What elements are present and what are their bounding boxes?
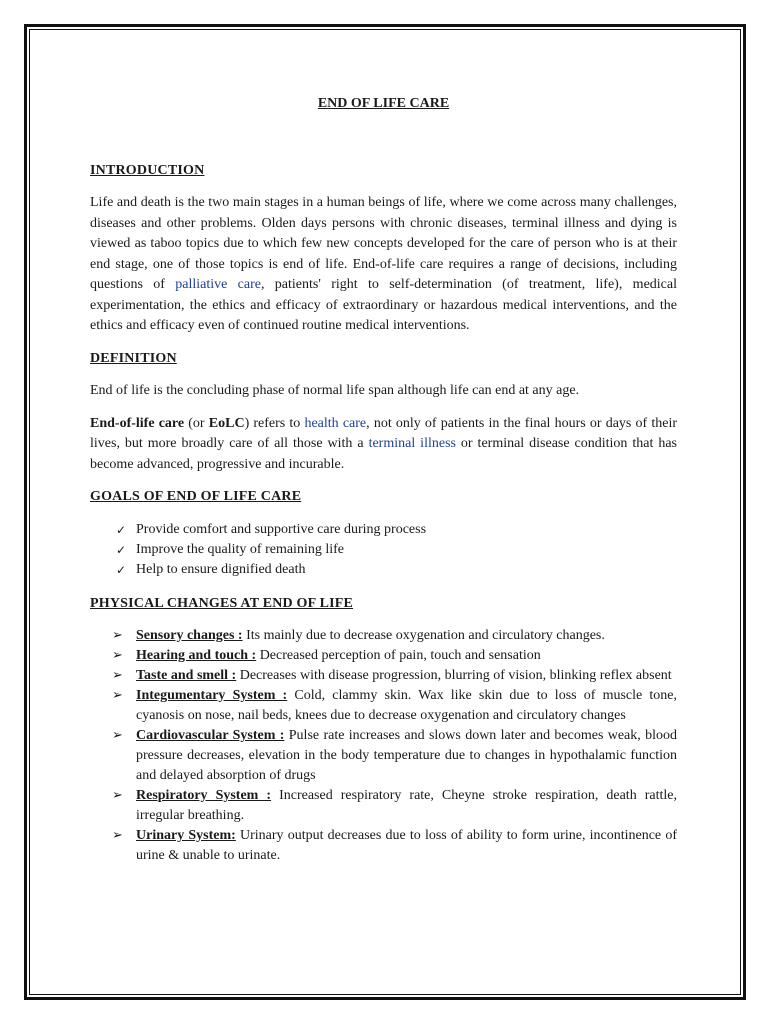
list-item <box>112 726 677 786</box>
introduction-heading: INTRODUCTION <box>90 162 205 178</box>
definition-paragraph-2 <box>90 414 677 476</box>
change-text: Decreased perception of pain, touch and sensation <box>256 648 541 663</box>
document-body <box>90 94 677 866</box>
list-item <box>112 646 677 666</box>
change-text: Decreases with disease progression, blurring of vision, blinking reflex absent <box>236 668 672 683</box>
checkmark-icon: ✓ <box>116 562 127 577</box>
change-text: Pulse rate increases and slows down later and becomes weak, blood pressure decreases, elevation in the body temperature due to changes in hypothalamic function and delayed absorption of drugs <box>136 728 677 783</box>
introduction-text-2: , patients' right to self-determination (of treatment, life), medical experimentation, the ethics and efficacy of extraordinary or hazardous medical interventions, and the ethics and efficacy even of continued routine medical interventions. <box>90 277 677 333</box>
arrow-bullet-icon: ➢ <box>112 648 123 663</box>
physical-changes-heading: PHYSICAL CHANGES AT END OF LIFE <box>90 595 354 611</box>
health-care-link[interactable]: health care <box>304 415 367 431</box>
arrow-bullet-icon: ➢ <box>112 668 123 683</box>
checkmark-icon: ✓ <box>116 542 127 557</box>
change-term: Sensory changes : <box>136 628 243 643</box>
definition-heading: DEFINITION <box>90 350 177 366</box>
definition-text-1: (or <box>184 415 209 431</box>
introduction-text-1: Life and death is the two main stages in a human beings of life, where we come across many challenges, diseases and other problems. Olden days persons with chronic diseases, terminal illness and dying is viewed as taboo topics due to which few new concepts developed for the care of person who is at their end stage, one of those topics is end of life. End-of-life care requires a range of decisions, including questions of <box>90 195 677 292</box>
terminal-illness-link[interactable]: terminal illness <box>368 436 456 451</box>
list-item <box>112 786 677 826</box>
list-item <box>116 540 677 560</box>
list-item <box>116 560 677 580</box>
list-item <box>116 520 677 540</box>
goals-heading: GOALS OF END OF LIFE CARE <box>90 489 302 504</box>
change-term: Cardiovascular System : <box>136 728 285 743</box>
list-item <box>112 666 677 686</box>
goal-text: Provide comfort and supportive care during process <box>136 521 427 537</box>
change-term: Urinary System: <box>136 828 236 843</box>
change-term: Respiratory System : <box>136 788 272 803</box>
change-text: Its mainly due to decrease oxygenation and circulatory changes. <box>242 628 605 643</box>
change-term: Hearing and touch : <box>136 648 257 663</box>
change-term: Taste and smell : <box>136 668 237 683</box>
palliative-care-link[interactable]: palliative care <box>175 277 261 292</box>
definition-text-2: ) refers to <box>244 415 305 431</box>
definition-paragraph-1: End of life is the concluding phase of normal life span although life can end at any age. <box>90 383 580 398</box>
list-item <box>112 686 677 726</box>
goal-text: Improve the quality of remaining life <box>136 541 344 557</box>
physical-changes-list <box>112 626 677 866</box>
goals-list <box>116 520 677 580</box>
definition-text-4: or terminal disease condition that has become advanced, progressive and incurable. <box>90 436 677 472</box>
list-item <box>112 626 677 646</box>
document-title: END OF LIFE CARE <box>317 96 450 111</box>
arrow-bullet-icon: ➢ <box>112 628 123 643</box>
list-item <box>112 826 677 866</box>
checkmark-icon: ✓ <box>116 522 127 537</box>
arrow-bullet-icon: ➢ <box>112 788 123 803</box>
introduction-paragraph <box>90 193 677 337</box>
arrow-bullet-icon: ➢ <box>112 828 123 843</box>
definition-text-3: , not only of patients in the final hours or days of their lives, but more broadly care of all those with a <box>90 415 677 451</box>
eolc-term: End-of-life care <box>90 415 185 431</box>
change-text: Urinary output decreases due to loss of ability to form urine, incontinence of urine & unable to urinate. <box>136 828 677 863</box>
arrow-bullet-icon: ➢ <box>112 728 123 743</box>
eolc-abbrev: EoLC <box>208 415 245 431</box>
change-text: Increased respiratory rate, Cheyne stroke respiration, death rattle, irregular breathing. <box>136 788 677 823</box>
change-term: Integumentary System : <box>136 688 288 703</box>
arrow-bullet-icon: ➢ <box>112 688 123 703</box>
change-text: Cold, clammy skin. Wax like skin due to loss of muscle tone, cyanosis on nose, nail beds, knees due to decrease oxygenation and circulatory changes <box>136 688 678 723</box>
goal-text: Help to ensure dignified death <box>136 561 306 577</box>
